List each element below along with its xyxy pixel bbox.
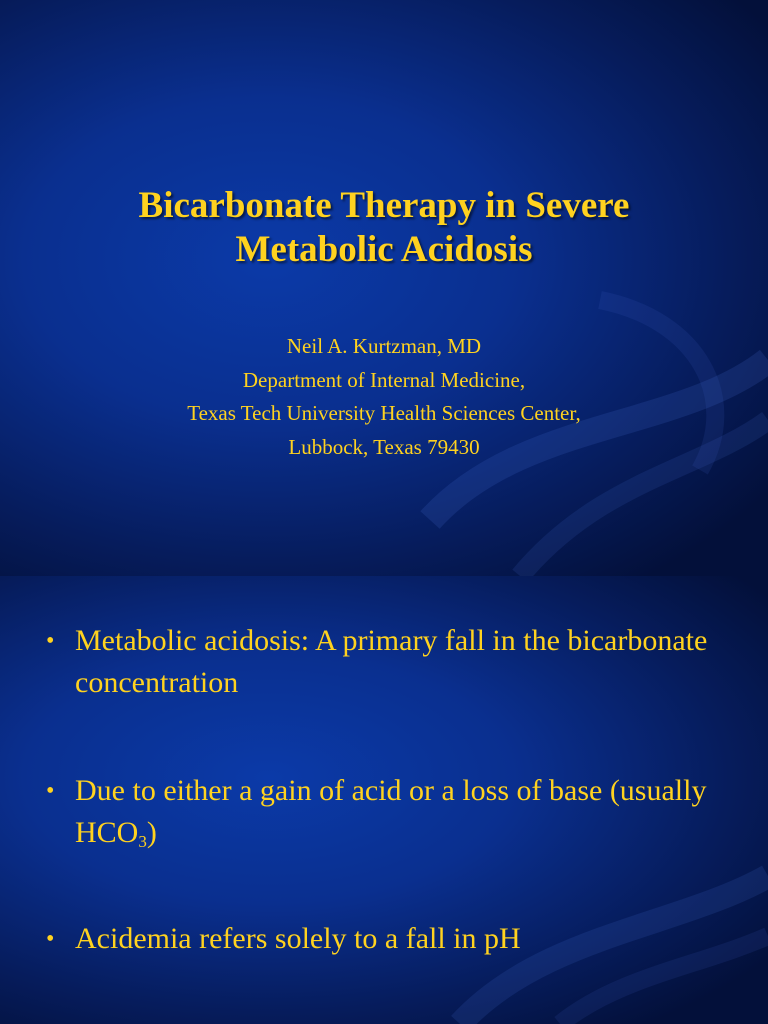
title-line-2: Metabolic Acidosis — [235, 229, 533, 270]
bullet-list — [46, 620, 738, 960]
bullet-text: Acidemia refers solely to a fall in pH — [75, 922, 521, 955]
bullet-icon: • — [46, 628, 55, 654]
author-location: Lubbock, Texas 79430 — [288, 434, 480, 459]
author-department: Department of Internal Medicine, — [242, 367, 526, 392]
author-block — [0, 330, 768, 464]
bullet-text: Metabolic acidosis: A primary fall in the bicarbonate concentration — [75, 624, 708, 699]
bullet-text: Due to either a gain of acid or a loss of base (usually HCO — [75, 774, 707, 849]
subscript-3: 3 — [138, 832, 147, 851]
author-name: Neil A. Kurtzman, MD — [286, 334, 482, 358]
bullet-item — [46, 918, 738, 960]
bullet-item — [46, 620, 738, 704]
slide-title — [0, 184, 768, 272]
bullet-icon: • — [46, 926, 55, 952]
content-slide — [0, 576, 768, 1024]
title-line-1: Bicarbonate Therapy in Severe — [138, 185, 630, 226]
bullet-icon: • — [46, 778, 55, 804]
bullet-item — [46, 770, 738, 854]
bullet-text-suffix: ) — [146, 816, 157, 849]
author-institution: Texas Tech University Health Sciences Center, — [187, 401, 581, 425]
